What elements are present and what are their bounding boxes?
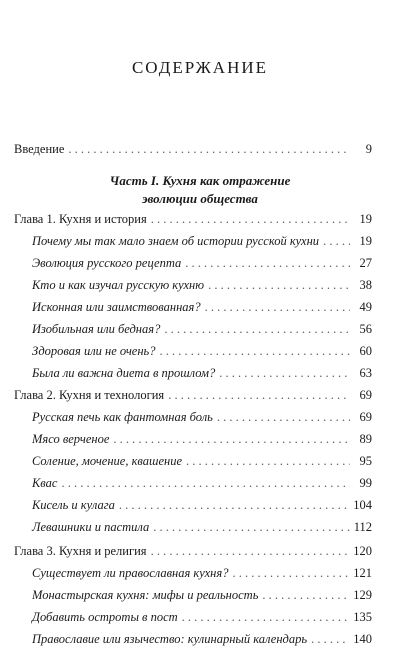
page-number: 69 (359, 410, 372, 424)
page-number: 19 (359, 212, 372, 226)
toc-entry[interactable] (14, 366, 372, 388)
dot-leader (262, 588, 349, 603)
dot-leader (153, 520, 349, 535)
page-number: 99 (359, 476, 372, 490)
page-number: 56 (359, 322, 372, 336)
toc-entry[interactable] (14, 476, 372, 498)
entry-title: Исконная или заимствованная? (32, 300, 201, 314)
toc-entry[interactable] (14, 234, 372, 256)
page-number: 120 (353, 544, 372, 558)
toc-entry-intro[interactable] (14, 142, 372, 164)
toc-entry[interactable] (14, 498, 372, 520)
entry-title: Эволюция русского рецепта (32, 256, 182, 270)
entry-title: Существует ли православная кухня? (32, 566, 229, 580)
toc-entry[interactable] (14, 432, 372, 454)
dot-leader (61, 476, 350, 491)
page-title: СОДЕРЖАНИЕ (131, 58, 269, 77)
dot-leader (232, 566, 349, 581)
dot-leader (205, 300, 350, 315)
dot-leader (219, 366, 350, 381)
entry-title: Почему мы так мало знаем об истории русской кухни (32, 234, 320, 248)
entry-title: Добавить остроты в пост (32, 610, 178, 624)
dot-leader (168, 388, 350, 403)
entry-title: Монастырская кухня: мифы и реальность (32, 588, 259, 602)
toc-entry[interactable] (14, 610, 372, 632)
page-number: 135 (353, 610, 372, 624)
dot-leader (217, 410, 350, 425)
page-number: 63 (359, 366, 372, 380)
entry-title: Была ли важна диета в прошлом? (32, 366, 216, 380)
entry-title: Православие или язычество: кулинарный календарь (32, 632, 308, 646)
toc-entry[interactable] (14, 344, 372, 366)
entry-title: Введение (14, 142, 65, 156)
entry-title: Кисель и кулага (32, 498, 115, 512)
part-heading-line-1: Часть I. Кухня как отражение (109, 173, 291, 188)
part-heading (0, 172, 400, 208)
chapter-title: Глава 2. Кухня и технология (14, 388, 165, 402)
page-number: 89 (359, 432, 372, 446)
page-number: 121 (353, 566, 372, 580)
entry-title: Кто и как изучал русскую кухню (32, 278, 205, 292)
toc-chapter-1[interactable] (14, 212, 372, 234)
dot-leader (182, 610, 350, 625)
entry-title: Здоровая или не очень? (32, 344, 156, 358)
toc-entry[interactable] (14, 566, 372, 588)
page-number: 95 (359, 454, 372, 468)
page-number: 19 (359, 234, 372, 248)
dot-leader (151, 544, 350, 559)
page-number: 27 (359, 256, 372, 270)
page-number: 38 (359, 278, 372, 292)
page-number: 112 (353, 520, 372, 534)
entry-title: Русская печь как фантомная боль (32, 410, 213, 424)
page-number: 129 (353, 588, 372, 602)
dot-leader (164, 322, 350, 337)
entry-title: Левашники и пастила (32, 520, 150, 534)
dot-leader (186, 454, 350, 469)
toc-chapter-2[interactable] (14, 388, 372, 410)
dot-leader (113, 432, 350, 447)
dot-leader (323, 234, 350, 249)
page-number: 140 (353, 632, 372, 646)
chapter-title: Глава 3. Кухня и религия (14, 544, 147, 558)
entry-title: Мясо верченое (32, 432, 110, 446)
dot-leader (151, 212, 350, 227)
toc-entry[interactable] (14, 632, 372, 654)
page-number: 104 (353, 498, 372, 512)
toc-entry[interactable] (14, 256, 372, 278)
page-number: 69 (359, 388, 372, 402)
dot-leader (68, 142, 350, 157)
chapter-title: Глава 1. Кухня и история (14, 212, 147, 226)
dot-leader (119, 498, 349, 513)
toc-entry[interactable] (14, 454, 372, 476)
dot-leader (159, 344, 350, 359)
entry-title: Изобильная или бедная? (32, 322, 161, 336)
dot-leader (185, 256, 350, 271)
dot-leader (311, 632, 349, 647)
toc-entry[interactable] (14, 278, 372, 300)
entry-title: Квас (32, 476, 58, 490)
toc-entry[interactable] (14, 410, 372, 432)
toc-chapter-3[interactable] (14, 544, 372, 566)
part-heading-line-2: эволюции общества (142, 191, 258, 206)
toc-entry[interactable] (14, 322, 372, 344)
page-number: 9 (365, 142, 372, 156)
page-number: 60 (359, 344, 372, 358)
toc-entry[interactable] (14, 300, 372, 322)
dot-leader (208, 278, 350, 293)
toc-entry[interactable] (14, 588, 372, 610)
page-number: 49 (359, 300, 372, 314)
toc-entry[interactable] (14, 520, 372, 542)
entry-title: Соление, мочение, квашение (32, 454, 183, 468)
